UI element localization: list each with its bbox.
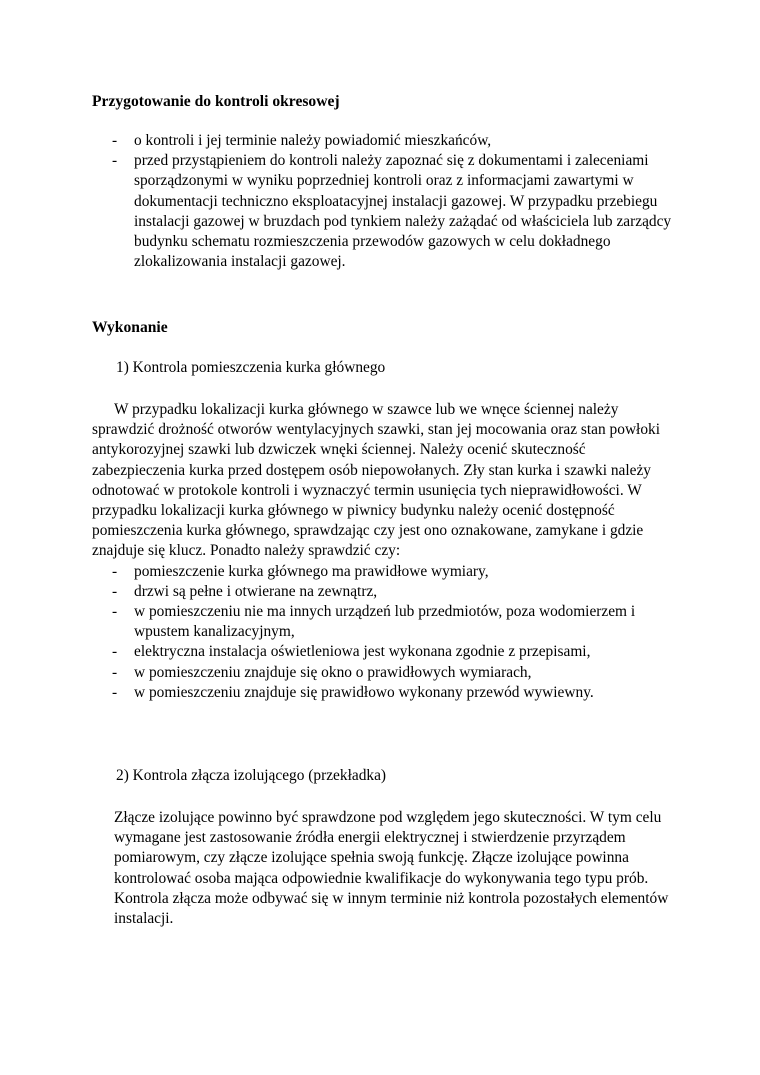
bullet-text: w pomieszczeniu znajduje się okno o prawidłowych wymiarach,: [134, 663, 532, 681]
main-valve-paragraph: W przypadku lokalizacji kurka głównego w szawce lub we wnęce ściennej należy sprawdzić drożność otworów wentylacyjnych szawki, stan jej mocowania oraz stan powłoki antykorozyjnej szawki lub dzwiczek wnęki ściennej. Należy ocenić skuteczność zabezpieczenia kurka przed dostępem osób niepowołanych. Zły stan kurka i szawki należy odnotować w protokole kontroli i wyznaczyć termin usunięcia tych nieprawidłowości. W przypadku lokalizacji kurka głównego w piwnicy budynku należy ocenić dostępność pomieszczenia kurka głównego, sprawdzając czy jest ono oznakowane, zamykane i gdzie znajduje się klucz. Ponadto należy sprawdzić czy:: [92, 401, 661, 560]
main-valve-room-section: [92, 400, 672, 703]
bullet-marker: -: [112, 603, 118, 621]
numbered-item-title-1: 1) Kontrola pomieszczenia kurka głównego: [116, 359, 386, 376]
list-item: [112, 642, 672, 662]
bullet-marker: -: [112, 643, 118, 661]
bullet-text: pomieszczenie kurka głównego ma prawidłowe wymiary,: [134, 562, 489, 580]
bullet-marker: -: [112, 562, 118, 580]
list-item: [112, 582, 672, 602]
section-heading-preparation: Przygotowanie do kontroli okresowej: [92, 93, 340, 110]
numbered-item-title-2: 2) Kontrola złącza izolującego (przekładka): [116, 767, 387, 784]
bullet-marker: -: [112, 663, 118, 681]
bullet-text: elektryczna instalacja oświetleniowa jest wykonana zgodnie z przepisami,: [134, 643, 591, 661]
bullet-marker: -: [112, 582, 118, 600]
list-item: [112, 562, 672, 582]
section-heading-execution: Wykonanie: [92, 319, 168, 336]
bullet-text: o kontroli i jej terminie należy powiadomić mieszkańców,: [134, 132, 492, 149]
list-item: [112, 683, 672, 703]
main-valve-check-list: [92, 562, 672, 703]
list-item: [112, 151, 672, 272]
list-item: [112, 663, 672, 683]
bullet-marker: -: [112, 152, 118, 170]
bullet-text: w pomieszczeniu znajduje się prawidłowo wykonany przewód wywiewny.: [134, 683, 594, 701]
preparation-bullet-list: [112, 131, 672, 272]
list-item: [112, 131, 672, 151]
list-item: [112, 602, 672, 642]
bullet-text: drzwi są pełne i otwierane na zewnątrz,: [134, 582, 378, 600]
bullet-text: przed przystąpieniem do kontroli należy zapoznać się z dokumentami i zaleceniami sporządzonymi w wyniku poprzedniej kontroli oraz z informacjami zawartymi w dokumentacji techniczno eksploatacyjnej instalacji gazowej. W przypadku przebiegu instalacji gazowej w bruzdach pod tynkiem należy zażądać od właściciela lub zarządcy budynku schematu rozmieszczenia przewodów gazowych w celu dokładnego zlokalizowania instalacji gazowej.: [134, 152, 672, 271]
bullet-marker: -: [112, 683, 118, 701]
insulating-joint-paragraph: Złącze izolujące powinno być sprawdzone pod względem jego skuteczności. W tym celu wymagane jest zastosowanie źródła energii elektrycznej i stwierdzenie przyrządem pomiarowym, czy złącze izolujące spełnia swoją funkcję. Złącze izolujące powinna kontrolować osoba mająca odpowiednie kwalifikacje do wykonywania tego typu prób. Kontrola złącza może odbywać się w innym terminie niż kontrola pozostałych elementów instalacji.: [114, 809, 669, 928]
bullet-marker: -: [112, 132, 118, 149]
bullet-text: w pomieszczeniu nie ma innych urządzeń lub przedmiotów, poza wodomierzem i wpustem kanalizacyjnym,: [134, 603, 636, 641]
